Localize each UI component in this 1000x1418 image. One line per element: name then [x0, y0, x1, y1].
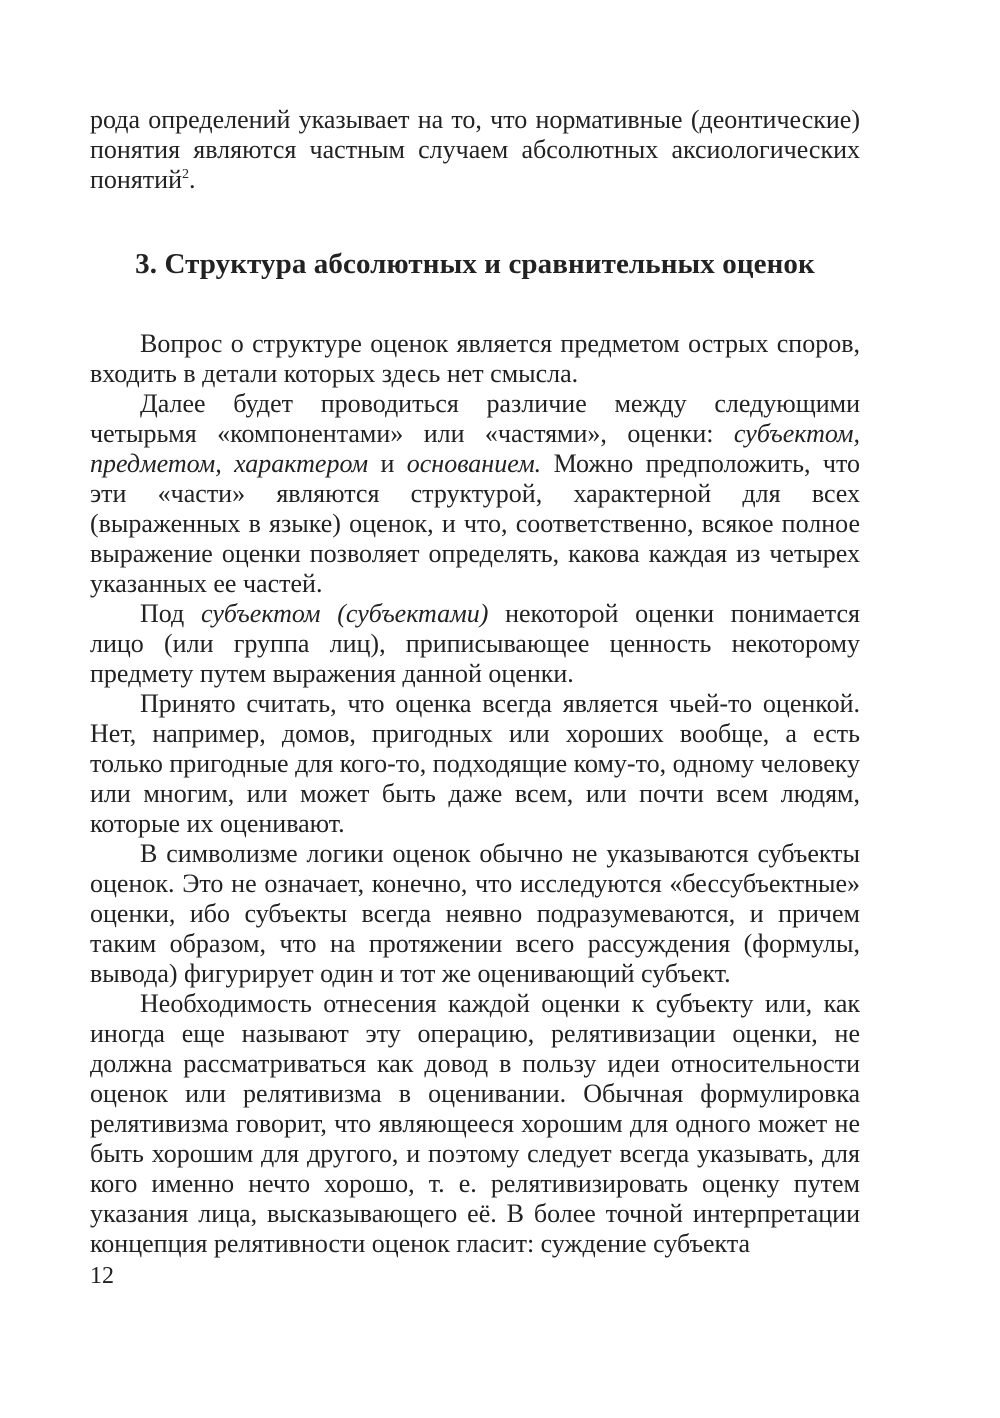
intro-paragraph — [90, 105, 860, 195]
page-number: 12 — [90, 1263, 114, 1289]
intro-end: . — [188, 165, 196, 194]
paragraph-4: Принято считать, что оценка всегда является чьей-то оценкой. Нет, например, домов, пригодных или хороших вообще, а есть только пригодные для кого-то, подходящие кому-то, одному человеку или многим, или может быть даже всем, или почти всем людям, которые их оценивают. — [90, 689, 860, 838]
paragraph-2-italic-terms: субъектом, предметом, характером — [90, 419, 860, 478]
section-title: 3. Структура абсолютных и сравнительных оценок — [135, 248, 815, 280]
intro-text: рода определений указывает на то, что нормативные (деонтические) понятия являются частным случаем абсолютных аксиологических понятий — [90, 105, 860, 194]
paragraph-5: В символизме логики оценок обычно не указываются субъекты оценок. Это не означает, конечно, что исследуются «бессубъектные» оценки, ибо субъекты всегда неявно подразумеваются, и причем таким образом, что на протяжении всего рассуждения (формулы, вывода) фигурирует один и тот же оценивающий субъект. — [90, 839, 860, 988]
paragraph-3 — [90, 599, 860, 689]
paragraph-3-italic-subject: субъектом (субъектами) — [200, 599, 489, 628]
paragraph-2-text-b: и — [368, 449, 407, 478]
paragraph-2-text-c: Можно предположить, что эти «части» являются структурой, характерной для всех (выраженных в языке) оценок, и что, соответственно, всякое полное выражение оценки позволяет определять, какова каждая из четырех указанных ее частей. — [90, 449, 860, 598]
paragraph-1: Вопрос о структуре оценок является предметом острых споров, входить в детали которых здесь нет смысла. — [90, 329, 860, 388]
paragraph-2-italic-basis: основанием. — [406, 449, 542, 478]
paragraph-3-text-b: некоторой оценки понимается лицо (или группа лиц), приписывающее ценность некоторому предмету путем выражения данной оценки. — [90, 599, 860, 688]
paragraph-2 — [90, 389, 860, 599]
page-body — [90, 105, 860, 1259]
footnote-reference[interactable]: 2 — [181, 167, 189, 182]
paragraph-3-text-a: Под — [140, 599, 201, 628]
paragraph-6: Необходимость отнесения каждой оценки к субъекту или, как иногда еще называют эту операцию, релятивизации оценки, не должна рассматриваться как довод в пользу идеи относительности оценок или релятивизма в оценивании. Обычная формулировка релятивизма говорит, что являющееся хорошим для одного может не быть хорошим для другого, и поэтому следует всегда указывать, для кого именно нечто хорошо, т. е. релятивизировать оценку путем указания лица, высказывающего её. В более точной интерпретации концепция релятивности оценок гласит: суждение субъекта — [90, 989, 860, 1258]
paragraph-2-text-a: Далее будет проводиться различие между следующими четырьмя «компонентами» или «частями», оценки: — [90, 389, 860, 448]
